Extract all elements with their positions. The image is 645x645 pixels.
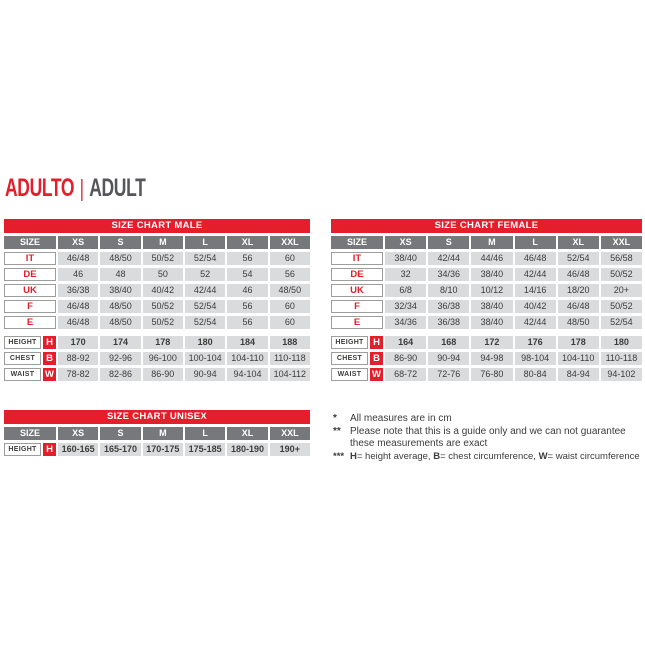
size-value-cell: 52/54 <box>185 316 225 329</box>
size-value-cell: 34/36 <box>385 316 426 329</box>
size-system-label: DE <box>331 268 383 281</box>
measure-value-cell: 178 <box>143 336 183 349</box>
column-header: S <box>100 427 140 440</box>
measure-value-cell: 110-118 <box>601 352 642 365</box>
size-system-label: IT <box>4 252 56 265</box>
size-value-cell: 48 <box>100 268 140 281</box>
size-value-cell: 14/16 <box>515 284 556 297</box>
size-value-cell: 38/40 <box>385 252 426 265</box>
measure-label: WAIST <box>331 368 368 381</box>
size-value-cell: 46/48 <box>558 300 599 313</box>
measure-label: HEIGHT <box>331 336 368 349</box>
size-system-label: F <box>4 300 56 313</box>
size-value-cell: 42/44 <box>428 252 469 265</box>
measure-letter-badge: H <box>370 336 383 349</box>
size-value-cell: 36/38 <box>428 316 469 329</box>
measure-value-cell: 180-190 <box>227 443 267 456</box>
size-value-cell: 34/36 <box>428 268 469 281</box>
size-value-cell: 6/8 <box>385 284 426 297</box>
measure-row-label <box>4 352 56 365</box>
size-value-cell: 48/50 <box>558 316 599 329</box>
size-chart-male-table <box>4 219 310 381</box>
measure-value-cell: 170-175 <box>143 443 183 456</box>
measure-label: WAIST <box>4 368 41 381</box>
measure-letter-badge: W <box>43 368 56 381</box>
size-value-cell: 60 <box>270 300 310 313</box>
size-value-cell: 38/40 <box>471 316 512 329</box>
table-grid <box>331 236 642 381</box>
measure-value-cell: 98-104 <box>515 352 556 365</box>
size-value-cell: 32 <box>385 268 426 281</box>
size-system-label: IT <box>331 252 383 265</box>
measure-row-label <box>4 368 56 381</box>
size-value-cell: 50/52 <box>143 316 183 329</box>
measure-value-cell: 86-90 <box>385 352 426 365</box>
footnote-legend <box>333 451 645 464</box>
size-value-cell: 60 <box>270 316 310 329</box>
size-value-cell: 50/52 <box>143 252 183 265</box>
size-value-cell: 38/40 <box>471 268 512 281</box>
size-value-cell: 36/38 <box>428 300 469 313</box>
page-title-primary: ADULTO <box>5 174 75 202</box>
size-value-cell: 46 <box>227 284 267 297</box>
measure-value-cell: 104-112 <box>270 368 310 381</box>
measure-label: HEIGHT <box>4 336 41 349</box>
size-value-cell: 20+ <box>601 284 642 297</box>
footnote-text <box>350 451 645 464</box>
measure-letter-badge: B <box>370 352 383 365</box>
measure-value-cell: 100-104 <box>185 352 225 365</box>
measure-value-cell: 96-100 <box>143 352 183 365</box>
footnotes <box>333 413 645 463</box>
size-value-cell: 42/44 <box>515 316 556 329</box>
size-value-cell: 10/12 <box>471 284 512 297</box>
measure-row-label <box>4 443 56 456</box>
size-value-cell: 46/48 <box>58 252 98 265</box>
size-chart-female-table <box>331 219 642 381</box>
size-value-cell: 52 <box>185 268 225 281</box>
measure-row-label <box>4 336 56 349</box>
measure-value-cell: 176 <box>515 336 556 349</box>
size-value-cell: 50 <box>143 268 183 281</box>
legend-text-chest: = chest circumference, <box>440 450 539 462</box>
page-title-secondary: ADULT <box>89 174 146 202</box>
size-value-cell: 54 <box>227 268 267 281</box>
legend-letter-h: H <box>350 450 357 462</box>
size-system-label: E <box>331 316 383 329</box>
column-header: XS <box>58 427 98 440</box>
size-value-cell: 42/44 <box>185 284 225 297</box>
footnote-marker: * <box>333 413 337 424</box>
size-value-cell: 60 <box>270 252 310 265</box>
size-value-cell: 48/50 <box>100 316 140 329</box>
column-header: XXL <box>601 236 642 249</box>
table-title-bar: SIZE CHART UNISEX <box>4 410 310 424</box>
table-title-bar: SIZE CHART FEMALE <box>331 219 642 233</box>
legend-letter-b: B <box>433 450 441 462</box>
size-value-cell: 38/40 <box>100 284 140 297</box>
footnote-guide-only <box>333 426 645 451</box>
legend-text-height: = height average, <box>356 450 434 462</box>
table-grid <box>4 427 310 456</box>
size-value-cell: 52/54 <box>185 252 225 265</box>
legend-text-waist: = waist circumference <box>547 450 640 462</box>
size-value-cell: 48/50 <box>100 252 140 265</box>
measure-row-label <box>331 336 383 349</box>
size-value-cell: 38/40 <box>471 300 512 313</box>
size-value-cell: 50/52 <box>601 300 642 313</box>
measure-value-cell: 190+ <box>270 443 310 456</box>
column-header: L <box>515 236 556 249</box>
size-value-cell: 46/48 <box>515 252 556 265</box>
size-value-cell: 42/44 <box>515 268 556 281</box>
measure-value-cell: 165-170 <box>100 443 140 456</box>
column-header: XL <box>227 236 267 249</box>
size-value-cell: 46/48 <box>58 316 98 329</box>
footnote-marker: ** <box>333 425 341 437</box>
measure-value-cell: 180 <box>601 336 642 349</box>
column-header: M <box>143 236 183 249</box>
measure-value-cell: 72-76 <box>428 368 469 381</box>
column-header: XS <box>58 236 98 249</box>
measure-value-cell: 90-94 <box>428 352 469 365</box>
measure-label: HEIGHT <box>4 443 41 456</box>
measure-label: CHEST <box>331 352 368 365</box>
size-value-cell: 48/50 <box>100 300 140 313</box>
column-header: XXL <box>270 427 310 440</box>
measure-value-cell: 170 <box>58 336 98 349</box>
size-value-cell: 8/10 <box>428 284 469 297</box>
measure-value-cell: 94-102 <box>601 368 642 381</box>
column-header: SIZE <box>4 236 56 249</box>
size-system-label: UK <box>331 284 383 297</box>
column-header: M <box>471 236 512 249</box>
measure-value-cell: 175-185 <box>185 443 225 456</box>
column-header: XL <box>558 236 599 249</box>
legend-letter-w: W <box>538 450 548 462</box>
size-value-cell: 50/52 <box>601 268 642 281</box>
size-value-cell: 36/38 <box>58 284 98 297</box>
size-chart-unisex-table <box>4 410 310 456</box>
size-value-cell: 32/34 <box>385 300 426 313</box>
size-system-label: UK <box>4 284 56 297</box>
measure-value-cell: 164 <box>385 336 426 349</box>
page-title-separator: | <box>79 175 84 201</box>
measure-value-cell: 76-80 <box>471 368 512 381</box>
footnote-measures-cm <box>333 413 645 426</box>
table-title-bar: SIZE CHART MALE <box>4 219 310 233</box>
size-value-cell: 46/48 <box>58 300 98 313</box>
column-header: L <box>185 427 225 440</box>
measure-value-cell: 110-118 <box>270 352 310 365</box>
size-value-cell: 56 <box>227 252 267 265</box>
measure-value-cell: 104-110 <box>558 352 599 365</box>
column-header: SIZE <box>4 427 56 440</box>
size-value-cell: 48/50 <box>270 284 310 297</box>
size-value-cell: 52/54 <box>601 316 642 329</box>
size-value-cell: 52/54 <box>558 252 599 265</box>
size-value-cell: 44/46 <box>471 252 512 265</box>
measure-letter-badge: H <box>43 443 56 456</box>
size-value-cell: 56 <box>227 300 267 313</box>
measure-value-cell: 82-86 <box>100 368 140 381</box>
measure-letter-badge: B <box>43 352 56 365</box>
size-value-cell: 56 <box>270 268 310 281</box>
measure-value-cell: 80-84 <box>515 368 556 381</box>
column-header: S <box>428 236 469 249</box>
measure-value-cell: 78-82 <box>58 368 98 381</box>
measure-value-cell: 88-92 <box>58 352 98 365</box>
size-system-label: F <box>331 300 383 313</box>
page-title <box>5 174 145 203</box>
measure-value-cell: 92-96 <box>100 352 140 365</box>
measure-value-cell: 172 <box>471 336 512 349</box>
size-value-cell: 56 <box>227 316 267 329</box>
column-header: L <box>185 236 225 249</box>
measure-row-label <box>331 368 383 381</box>
measure-label: CHEST <box>4 352 41 365</box>
size-value-cell: 50/52 <box>143 300 183 313</box>
measure-value-cell: 90-94 <box>185 368 225 381</box>
column-header: S <box>100 236 140 249</box>
size-value-cell: 40/42 <box>515 300 556 313</box>
measure-value-cell: 160-165 <box>58 443 98 456</box>
column-header: XS <box>385 236 426 249</box>
footnote-text: Please note that this is a guide only and we can not guarantee these measurements are exact <box>350 425 626 449</box>
measure-value-cell: 94-98 <box>471 352 512 365</box>
size-value-cell: 40/42 <box>143 284 183 297</box>
measure-value-cell: 168 <box>428 336 469 349</box>
size-value-cell: 52/54 <box>185 300 225 313</box>
column-header: XL <box>227 427 267 440</box>
measure-value-cell: 84-94 <box>558 368 599 381</box>
measure-letter-badge: H <box>43 336 56 349</box>
size-system-label: DE <box>4 268 56 281</box>
measure-value-cell: 188 <box>270 336 310 349</box>
measure-value-cell: 180 <box>185 336 225 349</box>
measure-value-cell: 104-110 <box>227 352 267 365</box>
size-value-cell: 56/58 <box>601 252 642 265</box>
measure-row-label <box>331 352 383 365</box>
column-header: M <box>143 427 183 440</box>
measure-value-cell: 184 <box>227 336 267 349</box>
measure-letter-badge: W <box>370 368 383 381</box>
measure-value-cell: 94-104 <box>227 368 267 381</box>
size-system-label: E <box>4 316 56 329</box>
column-header: SIZE <box>331 236 383 249</box>
table-grid <box>4 236 310 381</box>
footnote-marker: *** <box>333 450 345 462</box>
size-value-cell: 18/20 <box>558 284 599 297</box>
measure-value-cell: 68-72 <box>385 368 426 381</box>
size-value-cell: 46 <box>58 268 98 281</box>
footnote-text: All measures are in cm <box>350 413 452 424</box>
measure-value-cell: 86-90 <box>143 368 183 381</box>
measure-value-cell: 174 <box>100 336 140 349</box>
column-header: XXL <box>270 236 310 249</box>
measure-value-cell: 178 <box>558 336 599 349</box>
size-value-cell: 46/48 <box>558 268 599 281</box>
